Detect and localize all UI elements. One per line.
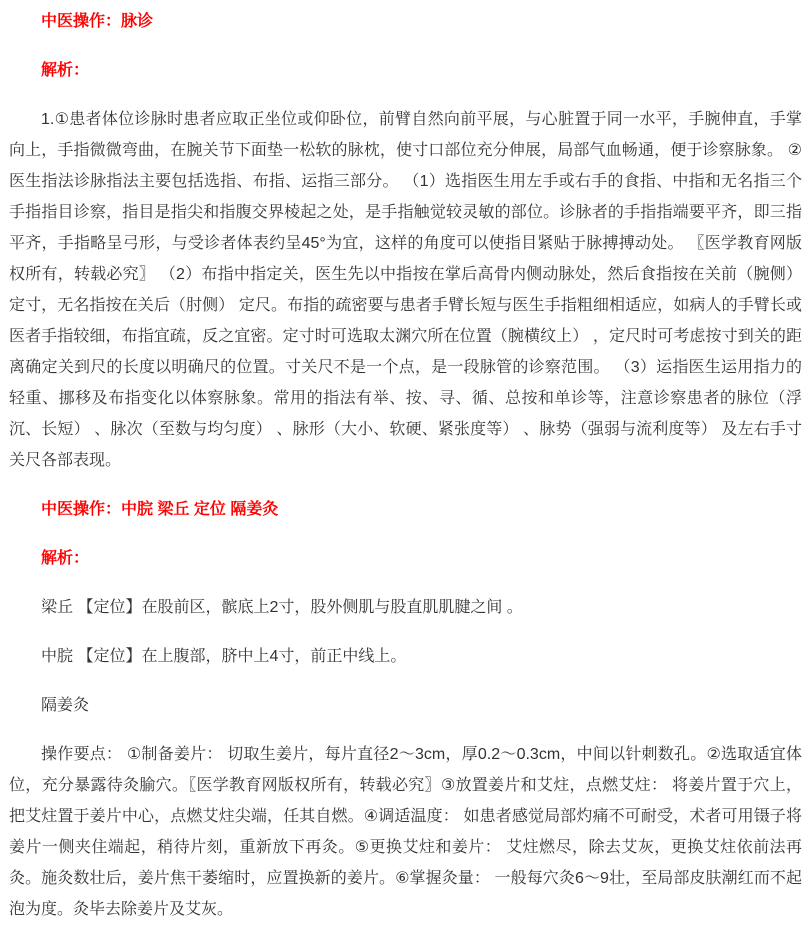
- zhongwan-location-paragraph: 中脘 【定位】在上腹部，脐中上4寸，前正中线上。: [41, 648, 407, 665]
- section-2-title: 中医操作：中脘 梁丘 定位 隔姜灸: [41, 501, 279, 518]
- section-1-analysis-label: 解析：: [41, 62, 90, 79]
- ginger-moxibustion-label: 隔姜灸: [41, 697, 90, 714]
- section-2-analysis-label: 解析：: [41, 550, 90, 567]
- section-1-title: 中医操作：脉诊: [41, 13, 154, 30]
- operation-key-points-paragraph: 操作要点： ①制备姜片： 切取生姜片，每片直径2～3cm，厚0.2～0.3cm，中间以针刺数孔。②选取适宜体位，充分暴露待灸腧穴。〖医学教育网版权所有，转载必究〗③放置姜片和艾炷，点燃艾炷： 将姜片置于穴上，把艾炷置于姜片中心，点燃艾炷尖端，任其自燃。④调适温度： 如患者感觉局部灼痛不可耐受，术者可用镊子将姜片一侧夹住端起，稍待片刻，重新放下再灸。⑤更换艾炷和姜片： 艾炷燃尽，除去艾灰，更换艾炷依前法再灸。施灸数壮后，姜片焦干萎缩时，应置换新的姜片。⑥掌握灸量： 一般每穴灸6～9壮，至局部皮肤潮红而不起泡为度。灸毕去除姜片及艾灰。: [9, 746, 802, 918]
- liangqiu-location-paragraph: 梁丘 【定位】在股前区，髌底上2寸，股外侧肌与股直肌肌腱之间 。: [41, 599, 523, 616]
- pulse-diagnosis-paragraph: 1.①患者体位诊脉时患者应取正坐位或仰卧位，前臂自然向前平展，与心脏置于同一水平，手腕伸直，手掌向上，手指微微弯曲，在腕关节下面垫一松软的脉枕，使寸口部位充分伸展，局部气血畅通，便于诊察脉象。 ②医生指法诊脉指法主要包括选指、布指、运指三部分。 （1）选指医生用左手或右手的食指、中指和无名指三个手指指目诊察，指目是指尖和指腹交界棱起之处，是手指触觉较灵敏的部位。诊脉者的手指指端要平齐，即三指平齐，手指略呈弓形，与受诊者体表约呈45°为宜，这样的角度可以使指目紧贴于脉搏搏动处。 〖医学教育网版权所有，转载必究〗 （2）布指中指定关，医生先以中指按在掌后高骨内侧动脉处，然后食指按在关前（腕侧） 定寸，无名指按在关后（肘侧） 定尺。布指的疏密要与患者手臂长短与医生手指粗细相适应，如病人的手臂长或医者手指较细，布指宜疏，反之宜密。定寸时可选取太渊穴所在位置（腕横纹上） ，定尺时可考虑按寸到关的距离确定关到尺的长度以明确尺的位置。寸关尺不是一个点，是一段脉管的诊察范围。 （3）运指医生运用指力的轻重、挪移及布指变化以体察脉象。常用的指法有举、按、寻、循、总按和单诊等，注意诊察患者的脉位（浮沉、长短） 、脉次（至数与均匀度） 、脉形（大小、软硬、紧张度等） 、脉势（强弱与流利度等） 及左右手寸关尺各部表现。: [9, 111, 802, 469]
